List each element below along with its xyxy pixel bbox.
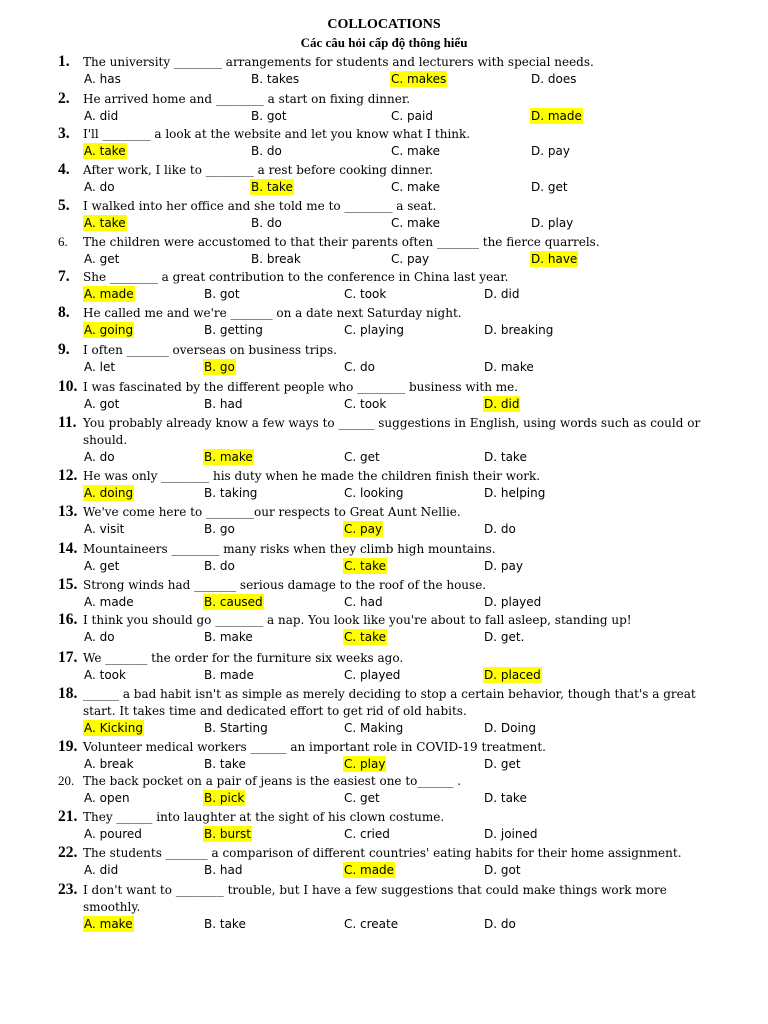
option-a: A. do	[84, 630, 115, 644]
option-d: D. get	[531, 180, 568, 194]
option-b: B. got	[204, 287, 240, 301]
option-a: A. break	[84, 757, 134, 771]
question-text: He called me and we're _______ on a date next Saturday night.	[83, 306, 462, 320]
option-a: A. let	[84, 360, 116, 374]
option-c: C. make	[391, 144, 440, 158]
option-a: A. got	[84, 397, 120, 411]
question-number: 15.	[58, 576, 78, 593]
page-title: COLLOCATIONS	[327, 17, 441, 32]
option-c: C. cried	[344, 827, 390, 841]
option-b: B. getting	[204, 323, 263, 337]
answer-options	[83, 71, 723, 88]
option-c-highlighted: C. take	[344, 559, 386, 573]
question-number: 2.	[58, 90, 70, 107]
question-number: 11.	[58, 414, 77, 431]
option-d: D. do	[484, 522, 516, 536]
question-text: I often _______ overseas on business trips.	[83, 343, 337, 357]
question-text: Mountaineers ________ many risks when they climb high mountains.	[83, 542, 496, 556]
option-c-highlighted: C. makes	[391, 72, 447, 86]
question-number: 9.	[58, 341, 70, 358]
option-a-highlighted: A. make	[84, 917, 133, 931]
option-b: B. do	[204, 559, 235, 573]
option-c-highlighted: C. made	[344, 863, 395, 877]
option-a: A. do	[84, 450, 115, 464]
answer-options	[83, 629, 723, 646]
question-number: 19.	[58, 738, 78, 755]
option-d: D. played	[484, 595, 542, 609]
question-number: 3.	[58, 125, 70, 142]
option-d: D. make	[484, 360, 534, 374]
option-d: D. pay	[484, 559, 523, 573]
option-d: D. pay	[531, 144, 570, 158]
question-text: I think you should go ________ a nap. You look like you're about to fall asleep, standing up!	[83, 613, 632, 627]
option-c: C. took	[344, 287, 387, 301]
answer-options	[83, 558, 723, 575]
option-b: B. had	[204, 863, 243, 877]
option-b: B. made	[204, 668, 254, 682]
option-b-highlighted: B. caused	[204, 595, 263, 609]
option-b: B. make	[204, 630, 253, 644]
option-c-highlighted: C. play	[344, 757, 386, 771]
answer-options	[83, 179, 723, 196]
question-number: 7.	[58, 268, 70, 285]
question-number: 13.	[58, 503, 78, 520]
option-a: A. did	[84, 109, 119, 123]
option-d-highlighted: D. did	[484, 397, 520, 411]
option-d: D. breaking	[484, 323, 554, 337]
question-text: The back pocket on a pair of jeans is the easiest one to______ .	[83, 774, 462, 788]
question-number: 8.	[58, 304, 70, 321]
question-number: 17.	[58, 649, 78, 666]
question-number: 1.	[58, 53, 70, 70]
question-text: I was fascinated by the different people who ________ business with me.	[83, 380, 519, 394]
option-c: C. playing	[344, 323, 404, 337]
option-b: B. Starting	[204, 721, 268, 735]
question-number: 21.	[58, 808, 78, 825]
option-a-highlighted: A. take	[84, 144, 126, 158]
option-c: C. played	[344, 668, 401, 682]
option-c-highlighted: C. take	[344, 630, 386, 644]
option-c: C. make	[391, 180, 440, 194]
question-number: 23.	[58, 881, 78, 898]
option-d: D. take	[484, 791, 527, 805]
option-d: D. does	[531, 72, 577, 86]
question-text: ______ a bad habit isn't as simple as merely deciding to stop a certain behavior, though that's a great start. It takes time and dedicated effort to get rid of old habits.	[83, 687, 696, 718]
option-b-highlighted: B. take	[251, 180, 293, 194]
option-c: C. get	[344, 450, 380, 464]
option-a: A. open	[84, 791, 130, 805]
answer-options	[83, 790, 723, 807]
option-c: C. do	[344, 360, 375, 374]
option-b: B. takes	[251, 72, 300, 86]
option-a-highlighted: A. made	[84, 287, 134, 301]
option-b: B. take	[204, 917, 246, 931]
option-b-highlighted: B. go	[204, 360, 235, 374]
option-a: A. do	[84, 180, 115, 194]
answer-options	[83, 521, 723, 538]
option-b: B. had	[204, 397, 243, 411]
option-d: D. got	[484, 863, 521, 877]
option-d-highlighted: D. placed	[484, 668, 541, 682]
option-a-highlighted: A. take	[84, 216, 126, 230]
question-text: He arrived home and ________ a start on fixing dinner.	[83, 92, 411, 106]
question-text: Strong winds had _______ serious damage to the roof of the house.	[83, 578, 487, 592]
question-number: 20.	[58, 773, 75, 788]
answer-options	[83, 215, 723, 232]
option-d: D. joined	[484, 827, 538, 841]
question-number: 5.	[58, 197, 70, 214]
question-text: We've come here to ________our respects to Great Aunt Nellie.	[83, 505, 461, 519]
option-a: A. poured	[84, 827, 142, 841]
question-text: After work, I like to ________ a rest before cooking dinner.	[83, 163, 434, 177]
option-c: C. make	[391, 216, 440, 230]
option-a: A. did	[84, 863, 119, 877]
option-b: B. taking	[204, 486, 258, 500]
option-c: C. create	[344, 917, 399, 931]
question-number: 4.	[58, 161, 70, 178]
question-text: They ______ into laughter at the sight of his clown costume.	[83, 810, 445, 824]
option-b: B. go	[204, 522, 235, 536]
option-c: C. took	[344, 397, 387, 411]
option-d: D. take	[484, 450, 527, 464]
answer-options	[83, 485, 723, 502]
answer-options	[83, 108, 723, 125]
option-d: D. get	[484, 757, 521, 771]
option-b: B. got	[251, 109, 287, 123]
option-b: B. take	[204, 757, 246, 771]
question-text: I don't want to ________ trouble, but I have a few suggestions that could make things work more smoothly.	[83, 883, 667, 914]
answer-options	[83, 862, 723, 879]
option-a: A. has	[84, 72, 121, 86]
answer-options	[83, 667, 723, 684]
question-text: I walked into her office and she told me to ________ a seat.	[83, 199, 437, 213]
page-subtitle: Các câu hỏi cấp độ thông hiểu	[300, 35, 468, 50]
answer-options	[83, 251, 723, 268]
question-text: I'll ________ a look at the website and let you know what I think.	[83, 127, 471, 141]
option-b-highlighted: B. pick	[204, 791, 245, 805]
question-text: He was only ________ his duty when he made the children finish their work.	[83, 469, 541, 483]
option-d-highlighted: D. made	[531, 109, 582, 123]
answer-options	[83, 143, 723, 160]
option-b-highlighted: B. make	[204, 450, 253, 464]
question-text: The children were accustomed to that their parents often _______ the fierce quarrels.	[83, 235, 600, 249]
option-c: C. Making	[344, 721, 404, 735]
question-number: 6.	[58, 234, 68, 249]
answer-options	[83, 826, 723, 843]
answer-options	[83, 322, 723, 339]
question-number: 10.	[58, 378, 78, 395]
question-text: Volunteer medical workers ______ an important role in COVID-19 treatment.	[83, 740, 546, 754]
option-a: A. get	[84, 559, 120, 573]
answer-options	[83, 916, 723, 933]
option-b: B. do	[251, 144, 282, 158]
option-d: D. play	[531, 216, 574, 230]
question-text: She ________ a great contribution to the conference in China last year.	[83, 270, 509, 284]
option-a: A. took	[84, 668, 126, 682]
option-d: D. Doing	[484, 721, 537, 735]
option-a: A. made	[84, 595, 134, 609]
question-number: 18.	[58, 685, 78, 702]
option-a-highlighted: A. doing	[84, 486, 134, 500]
question-text: The students _______ a comparison of different countries' eating habits for their home assignment.	[83, 846, 682, 860]
option-a: A. get	[84, 252, 120, 266]
option-c: C. pay	[391, 252, 430, 266]
option-d: D. get.	[484, 630, 525, 644]
answer-options	[83, 594, 723, 611]
question-number: 22.	[58, 844, 78, 861]
option-a-highlighted: A. Kicking	[84, 721, 143, 735]
option-d: D. helping	[484, 486, 546, 500]
question-number: 16.	[58, 611, 78, 628]
option-c: C. looking	[344, 486, 404, 500]
option-c-highlighted: C. pay	[344, 522, 383, 536]
question-number: 12.	[58, 467, 78, 484]
option-c: C. get	[344, 791, 380, 805]
answer-options	[83, 286, 723, 303]
question-text: We _______ the order for the furniture six weeks ago.	[83, 651, 404, 665]
question-number: 14.	[58, 540, 78, 557]
answer-options	[83, 359, 723, 376]
option-c: C. paid	[391, 109, 433, 123]
option-a: A. visit	[84, 522, 125, 536]
question-text: You probably already know a few ways to ______ suggestions in English, using words such as could or should.	[83, 416, 701, 447]
answer-options	[83, 449, 723, 466]
option-d: D. did	[484, 287, 520, 301]
question-text: The university ________ arrangements for students and lecturers with special needs.	[83, 55, 594, 69]
option-d: D. do	[484, 917, 516, 931]
option-b: B. break	[251, 252, 301, 266]
option-b-highlighted: B. burst	[204, 827, 251, 841]
option-c: C. had	[344, 595, 383, 609]
answer-options	[83, 720, 723, 737]
option-a-highlighted: A. going	[84, 323, 134, 337]
answer-options	[83, 756, 723, 773]
option-b: B. do	[251, 216, 282, 230]
option-d-highlighted: D. have	[531, 252, 578, 266]
answer-options	[83, 396, 723, 413]
